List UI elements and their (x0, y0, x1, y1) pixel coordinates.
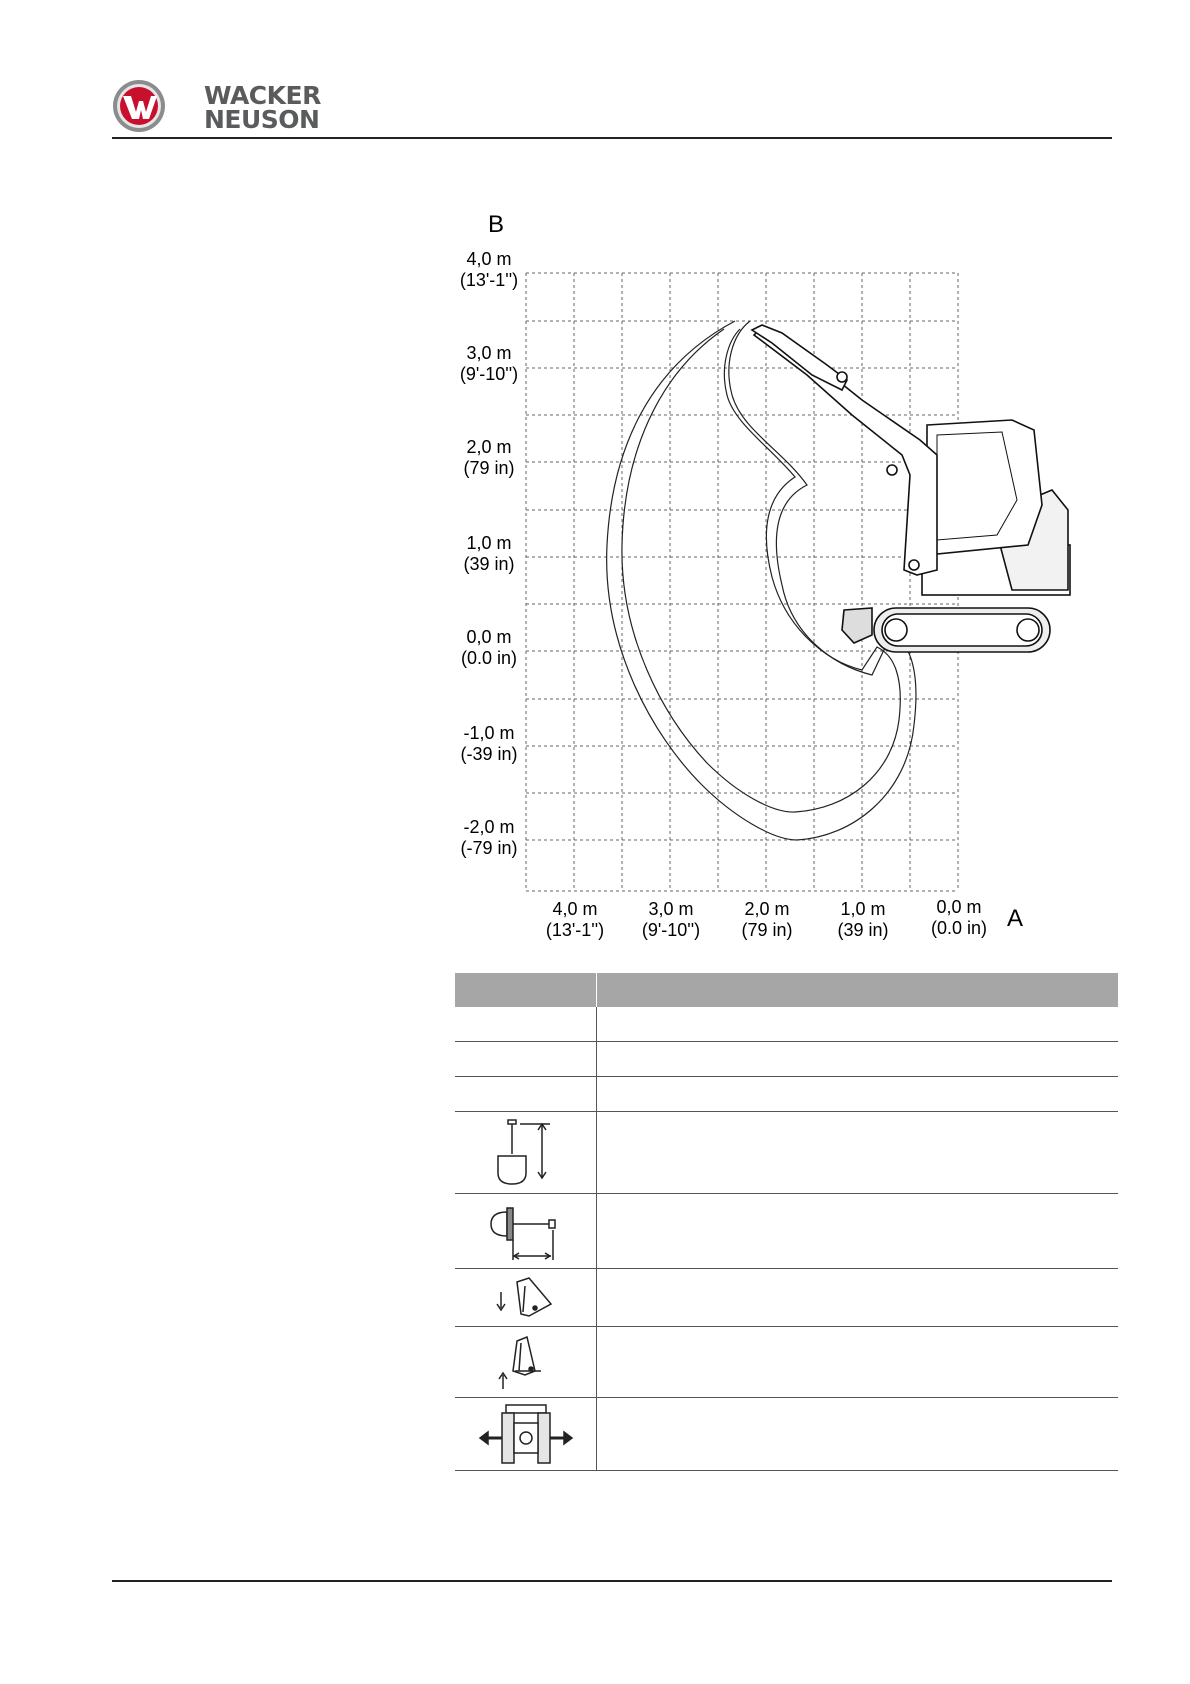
table-header-cell (597, 973, 1119, 1007)
table-icon-cell (455, 1269, 597, 1327)
wacker-neuson-logo-icon (112, 79, 166, 133)
x-tick-label: 0,0 m (0.0 in) (930, 897, 988, 938)
footer-divider (112, 1580, 1112, 1582)
working-range-diagram (452, 211, 1088, 955)
x-tick-label: 1,0 m (39 in) (837, 899, 889, 940)
table-text-cell (597, 1077, 1119, 1112)
table-icon-cell (455, 1077, 597, 1112)
table-row (455, 1042, 1118, 1077)
table-header-row (455, 973, 1118, 1007)
x-tick-label: 4,0 m (13'-1'') (545, 899, 605, 940)
bucket-reach-icon (481, 1198, 571, 1264)
table-row (455, 1327, 1118, 1398)
table-row (455, 1398, 1118, 1471)
brand-line-2: NEUSON (204, 105, 320, 134)
table-row (455, 1112, 1118, 1194)
table-icon-cell (455, 1398, 597, 1471)
table-text-cell (597, 1194, 1119, 1269)
track-width-icon (478, 1401, 574, 1467)
table-icon-cell (455, 1194, 597, 1269)
page-header (112, 76, 1112, 136)
table-text-cell (597, 1398, 1119, 1471)
table-text-cell (597, 1269, 1119, 1327)
y-tick-label: -2,0 m (-79 in) (460, 817, 518, 858)
y-tick-label: 3,0 m (9'-10'') (459, 343, 519, 384)
table-text-cell (597, 1007, 1119, 1042)
table-icon-cell (455, 1327, 597, 1398)
y-tick-label: -1,0 m (-39 in) (460, 723, 518, 764)
bucket-curl-down-icon (491, 1274, 561, 1322)
bucket-curl-up-icon (491, 1331, 561, 1393)
y-tick-label: 4,0 m (13'-1'') (459, 249, 519, 290)
table-icon-cell (455, 1042, 597, 1077)
axis-b-label: B (488, 211, 505, 238)
working-range-drawing (452, 215, 1088, 955)
brand-line-1: WACKER (204, 81, 321, 110)
y-tick-label: 2,0 m (79 in) (463, 437, 515, 478)
table-row (455, 1007, 1118, 1042)
table-icon-cell (455, 1112, 597, 1194)
axis-a-label: A (1007, 905, 1024, 932)
brand-name (204, 81, 321, 134)
x-tick-label: 3,0 m (9'-10'') (641, 899, 701, 940)
bucket-depth-icon (486, 1118, 566, 1188)
table-row (455, 1077, 1118, 1112)
table-icon-cell (455, 1007, 597, 1042)
table-header-cell (455, 973, 597, 1007)
header-divider (112, 137, 1112, 139)
dimensions-table (455, 973, 1118, 1471)
table-text-cell (597, 1327, 1119, 1398)
y-tick-label: 0,0 m (0.0 in) (460, 627, 518, 668)
table-text-cell (597, 1112, 1119, 1194)
x-tick-label: 2,0 m (79 in) (741, 899, 793, 940)
grid (526, 273, 958, 891)
reach-envelope (607, 321, 916, 840)
table-row (455, 1269, 1118, 1327)
y-tick-label: 1,0 m (39 in) (463, 533, 515, 574)
excavator-illustration (752, 325, 1070, 652)
table-row (455, 1194, 1118, 1269)
table-text-cell (597, 1042, 1119, 1077)
